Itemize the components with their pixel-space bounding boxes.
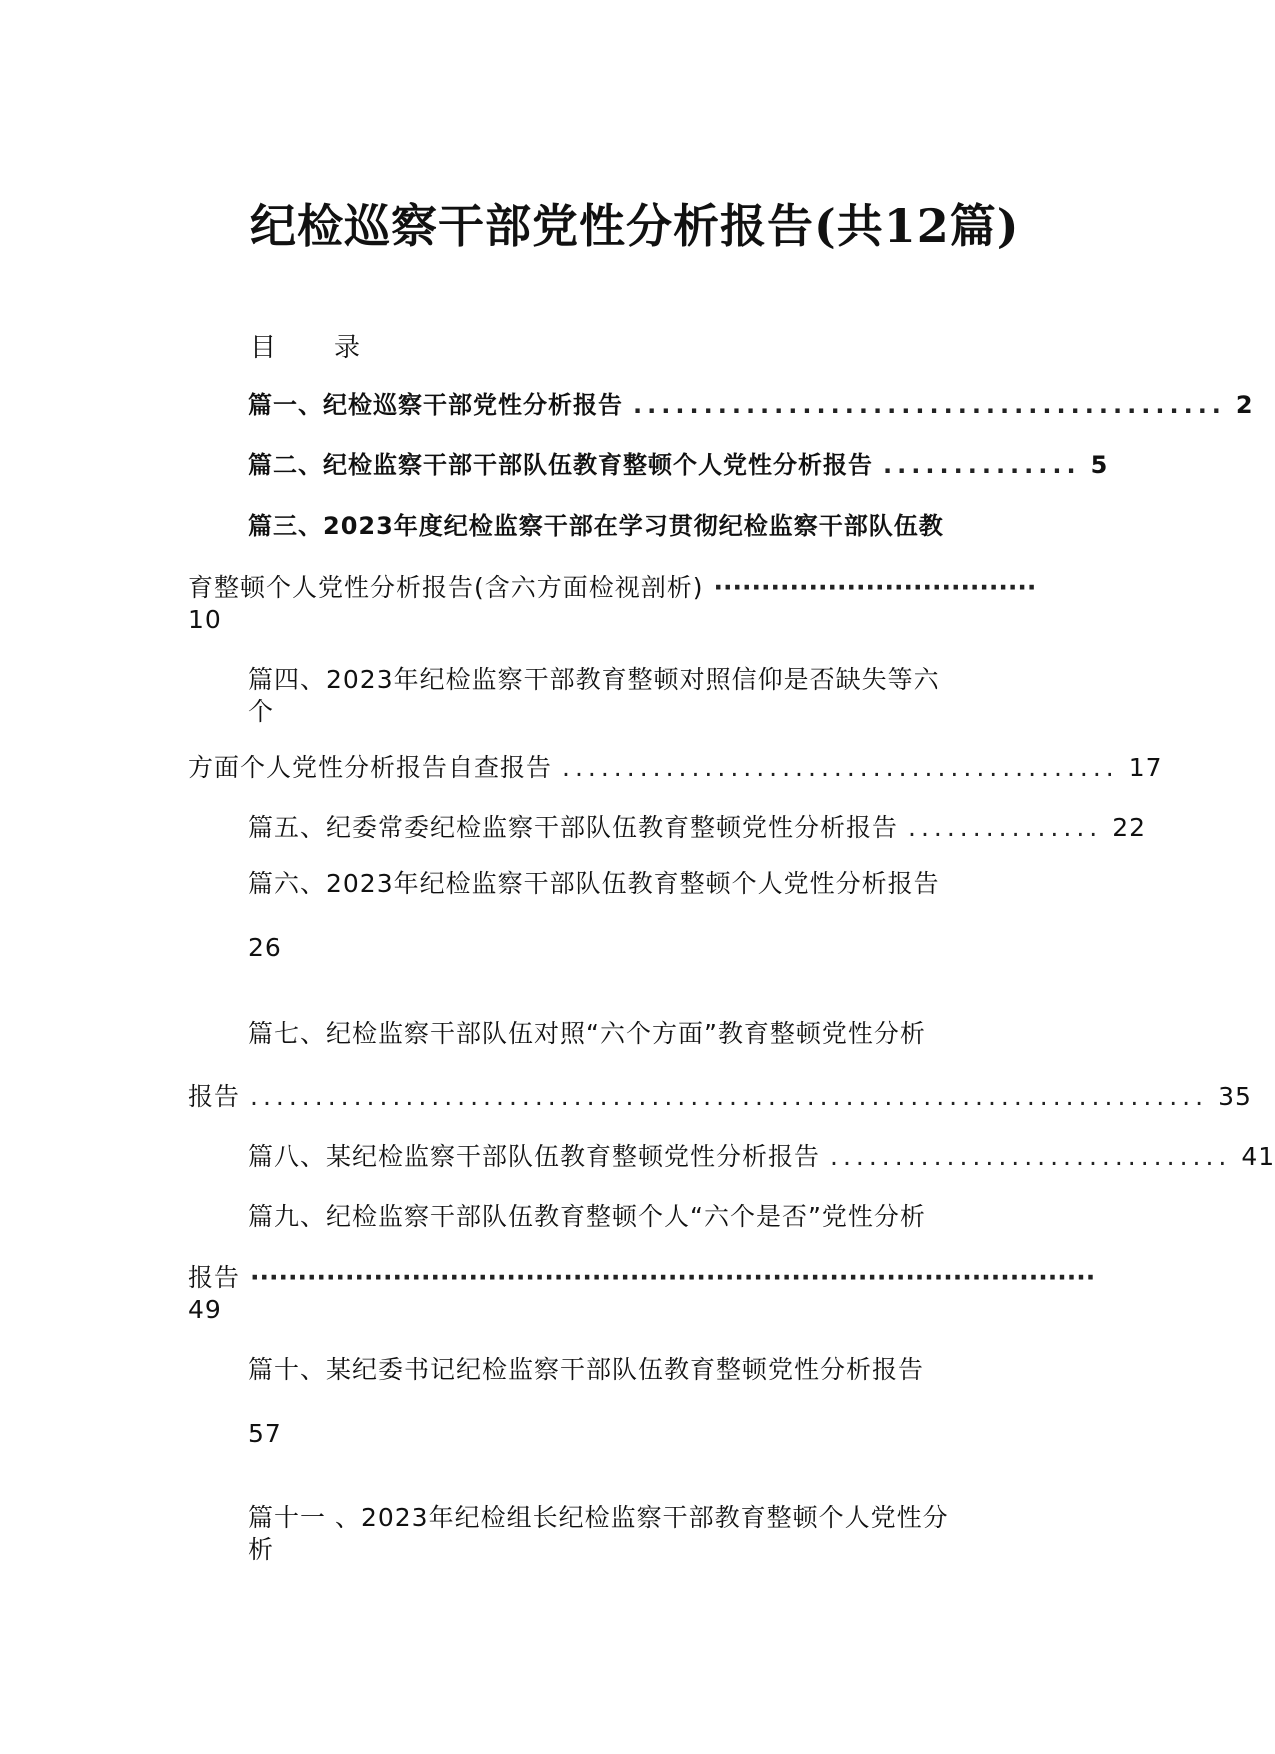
toc-entry-3-line1[interactable]: 篇三、2023年度纪检监察干部在学习贯彻纪检监察干部队伍教 bbox=[248, 512, 944, 540]
toc-leader-dots: ........................................... bbox=[562, 753, 1119, 782]
toc-entry-title: 篇五、纪委常委纪检监察干部队伍教育整顿党性分析报告 bbox=[248, 813, 899, 842]
toc-entry-4-line1[interactable]: 篇四、2023年纪检监察干部教育整顿对照信仰是否缺失等六 bbox=[248, 665, 940, 694]
toc-entry-title: 报告 bbox=[188, 1263, 241, 1292]
toc-entry-6[interactable]: 篇六、2023年纪检监察干部队伍教育整顿个人党性分析报告 bbox=[248, 869, 940, 898]
toc-entry-title: 篇一、纪检巡察干部党性分析报告 bbox=[248, 391, 623, 419]
toc-entry-10[interactable]: 篇十、某纪委书记纪检监察干部队伍教育整顿党性分析报告 bbox=[248, 1355, 925, 1384]
toc-page-number: 5 bbox=[1090, 451, 1109, 479]
toc-page-number: 35 bbox=[1218, 1082, 1252, 1111]
toc-leader-dots: .......................................................................... bbox=[250, 1082, 1209, 1111]
toc-entry-4-line3[interactable] bbox=[188, 748, 1163, 788]
toc-leader-dots: .......................................... bbox=[633, 391, 1226, 419]
toc-entry-4-line2[interactable]: 个 bbox=[248, 697, 275, 726]
toc-entry-7-line2[interactable] bbox=[188, 1077, 1252, 1117]
toc-entry-11-line1[interactable]: 篇十一 、2023年纪检组长纪检监察干部教育整顿个人党性分 bbox=[248, 1503, 949, 1532]
toc-leader-dots: .............. bbox=[883, 451, 1081, 479]
toc-entry-title: 报告 bbox=[188, 1082, 241, 1111]
toc-entry-title: 方面个人党性分析报告自查报告 bbox=[188, 753, 553, 782]
toc-entry-9-line2[interactable] bbox=[188, 1258, 1096, 1298]
toc-entry-5[interactable] bbox=[248, 808, 1147, 848]
toc-page-number: 41 bbox=[1241, 1142, 1275, 1171]
toc-heading: 目 录 bbox=[250, 333, 363, 363]
toc-leader-dots: ························································································· bbox=[250, 1263, 1096, 1292]
toc-entry-8[interactable] bbox=[248, 1137, 1275, 1177]
toc-page-number[interactable]: 26 bbox=[248, 933, 282, 962]
toc-page-number[interactable]: 10 bbox=[188, 605, 222, 634]
toc-entry-3-line2[interactable] bbox=[188, 568, 1037, 608]
toc-leader-dots: ............................... bbox=[830, 1142, 1232, 1171]
toc-entry-1[interactable] bbox=[248, 385, 1254, 425]
toc-page-number: 17 bbox=[1128, 753, 1163, 782]
toc-entry-2[interactable] bbox=[248, 445, 1109, 485]
toc-page-number: 2 bbox=[1235, 391, 1254, 419]
toc-entry-9-line1[interactable]: 篇九、纪检监察干部队伍教育整顿个人“六个是否”党性分析 bbox=[248, 1202, 926, 1231]
toc-leader-dots: ............... bbox=[908, 813, 1103, 842]
toc-page-number[interactable]: 49 bbox=[188, 1295, 222, 1324]
toc-page-number[interactable]: 57 bbox=[248, 1419, 282, 1448]
document-title: 纪检巡察干部党性分析报告(共12篇) bbox=[250, 199, 1020, 253]
toc-entry-title: 篇八、某纪检监察干部队伍教育整顿党性分析报告 bbox=[248, 1142, 821, 1171]
toc-entry-title: 育整顿个人党性分析报告(含六方面检视剖析) bbox=[188, 573, 704, 602]
toc-page-number: 22 bbox=[1112, 813, 1147, 842]
toc-entry-7-line1[interactable]: 篇七、纪检监察干部队伍对照“六个方面”教育整顿党性分析 bbox=[248, 1019, 926, 1048]
toc-entry-11-line2[interactable]: 析 bbox=[248, 1535, 275, 1564]
toc-leader-dots: ·································· bbox=[713, 573, 1037, 602]
toc-entry-title: 篇二、纪检监察干部干部队伍教育整顿个人党性分析报告 bbox=[248, 451, 873, 479]
